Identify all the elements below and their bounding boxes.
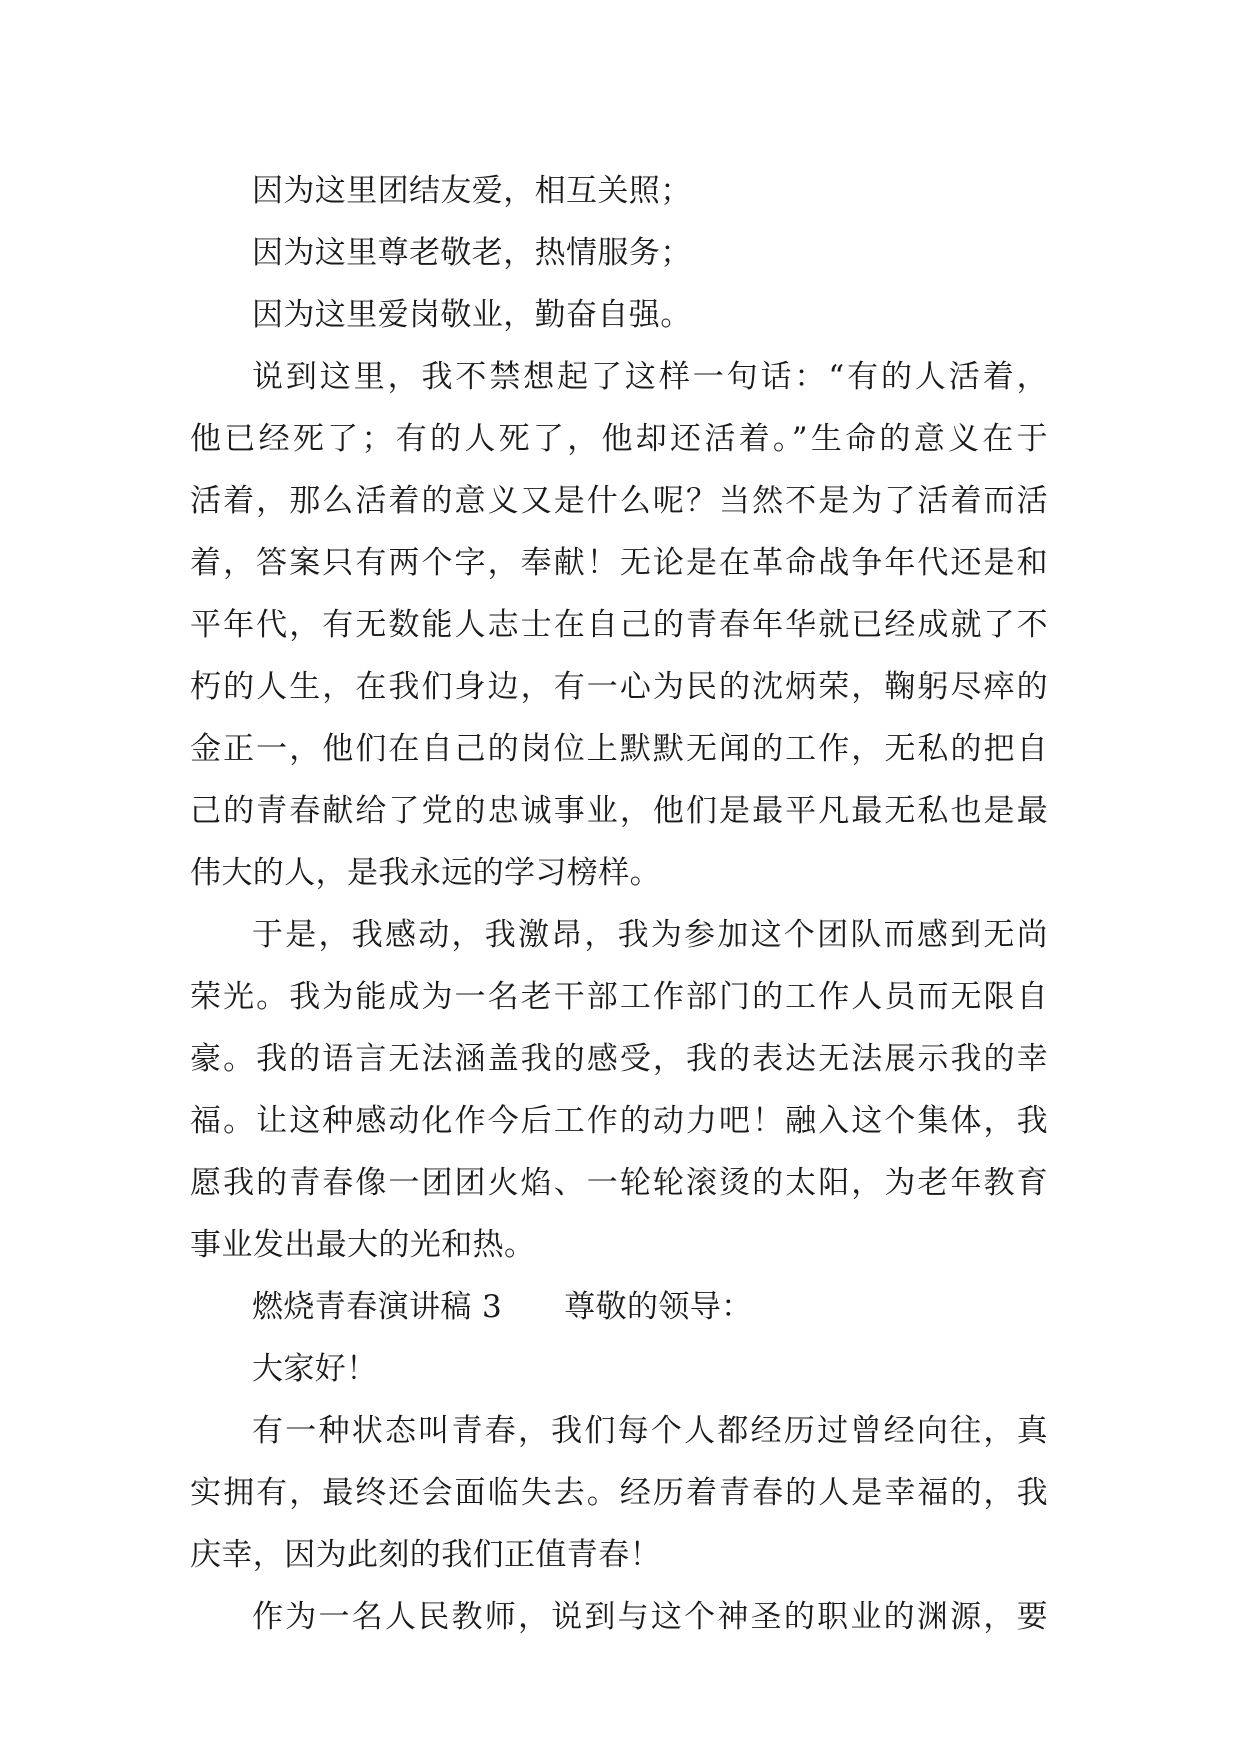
- greeting-line: 大家好！: [252, 1351, 378, 1387]
- paragraph-line: 愿我的青春像一团团火焰、一轮轮滚烫的太阳，为老年教育: [190, 1165, 1048, 1201]
- paragraph-line: 说到这里，我不禁想起了这样一句话：“有的人活着，: [252, 359, 1048, 395]
- paragraph-line: 金正一，他们在自己的岗位上默默无闻的工作，无私的把自: [190, 731, 1048, 767]
- paragraph-line: 因为这里尊老敬老，热情服务；: [252, 235, 692, 271]
- paragraph-line: 庆幸，因为此刻的我们正值青春！: [190, 1537, 661, 1573]
- paragraph-line: 于是，我感动，我激昂，我为参加这个团队而感到无尚: [252, 917, 1048, 953]
- paragraph-line: 有一种状态叫青春，我们每个人都经历过曾经向往，真: [252, 1413, 1048, 1449]
- paragraph-line: 实拥有，最终还会面临失去。经历着青春的人是幸福的，我: [190, 1475, 1048, 1511]
- paragraph-line: 活着，那么活着的意义又是什么呢？当然不是为了活着而活: [190, 483, 1048, 519]
- speech-title: 燃烧青春演讲稿 3: [252, 1289, 503, 1325]
- paragraph-line: 平年代，有无数能人志士在自己的青春年华就已经成就了不: [190, 607, 1048, 643]
- paragraph-line: 福。让这种感动化作今后工作的动力吧！融入这个集体，我: [190, 1103, 1048, 1139]
- paragraph-line: 伟大的人，是我永远的学习榜样。: [190, 855, 661, 891]
- paragraph-line: 朽的人生，在我们身边，有一心为民的沈炳荣，鞠躬尽瘁的: [190, 669, 1048, 705]
- paragraph-line: 豪。我的语言无法涵盖我的感受，我的表达无法展示我的幸: [190, 1041, 1048, 1077]
- paragraph-line: 因为这里爱岗敬业，勤奋自强。: [252, 297, 692, 333]
- section-heading: [252, 1276, 753, 1338]
- paragraph-line: 事业发出最大的光和热。: [190, 1227, 536, 1263]
- paragraph-line: 荣光。我为能成为一名老干部工作部门的工作人员而无限自: [190, 979, 1048, 1015]
- paragraph-line: 因为这里团结友爱，相互关照；: [252, 173, 692, 209]
- paragraph-line: 作为一名人民教师，说到与这个神圣的职业的渊源，要: [252, 1599, 1048, 1635]
- paragraph-line: 他已经死了；有的人死了，他却还活着。”生命的意义在于: [190, 421, 1048, 457]
- paragraph-line: 己的青春献给了党的忠诚事业，他们是最平凡最无私也是最: [190, 793, 1048, 829]
- paragraph-line: 着，答案只有两个字，奉献！无论是在革命战争年代还是和: [190, 545, 1048, 581]
- salutation: 尊敬的领导：: [564, 1289, 753, 1325]
